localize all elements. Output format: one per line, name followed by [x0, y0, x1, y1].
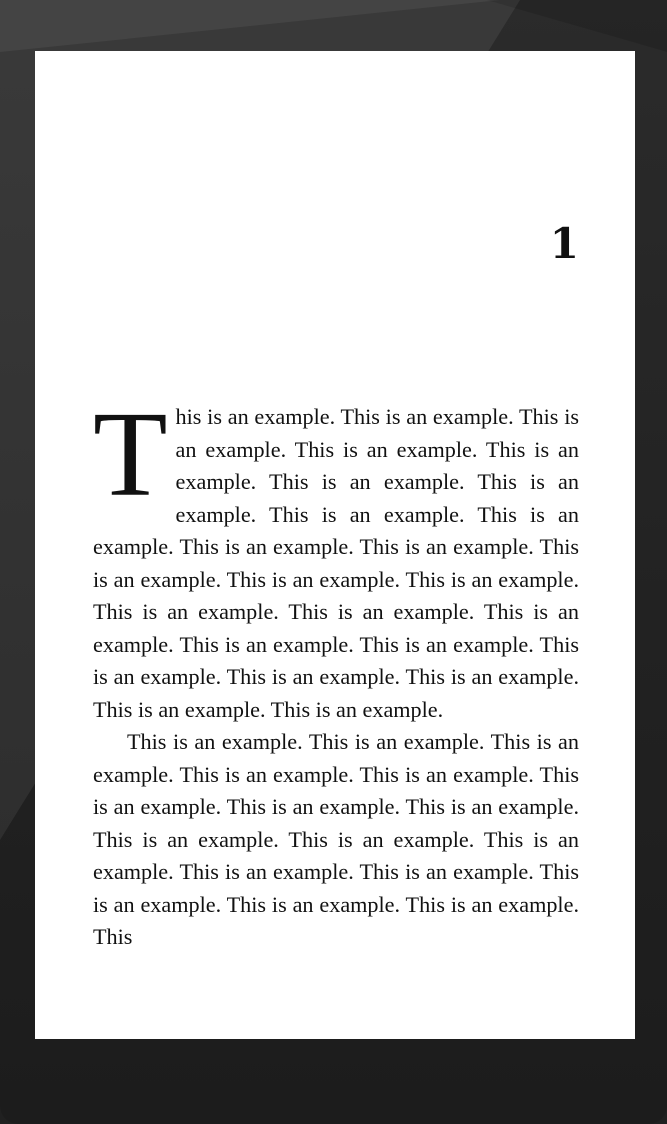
paragraph-1-text: his is an example. This is an example. This is an example. This is an example. This is an example. This is an example. This is an example. This is an example. This is an example. This is an example. This is an example. This is an example. This is an example. This is an example. This is an example. This is an example. This is an example. This is an example. This is an example. This is an example. This is an example. This is an example. This is an example. This is an example. [93, 404, 579, 722]
paragraph-1 [93, 387, 579, 726]
paragraph-2 [93, 726, 579, 954]
book-text [93, 387, 579, 954]
drop-cap: T [93, 387, 168, 522]
bezel-sheen-top [0, 0, 500, 52]
bezel-shade [487, 0, 667, 52]
chapter-number: 1 [549, 219, 579, 268]
paragraph-2-text: This is an example. This is an example. This is an example. This is an example. This is an example. This is an example. This is an example. This is an example. This is an example. This is an example. This is an example. This is an example. This is an example. This is an example. This is an example. This is an example. This [93, 729, 579, 949]
ereader-screen[interactable] [35, 51, 635, 1039]
